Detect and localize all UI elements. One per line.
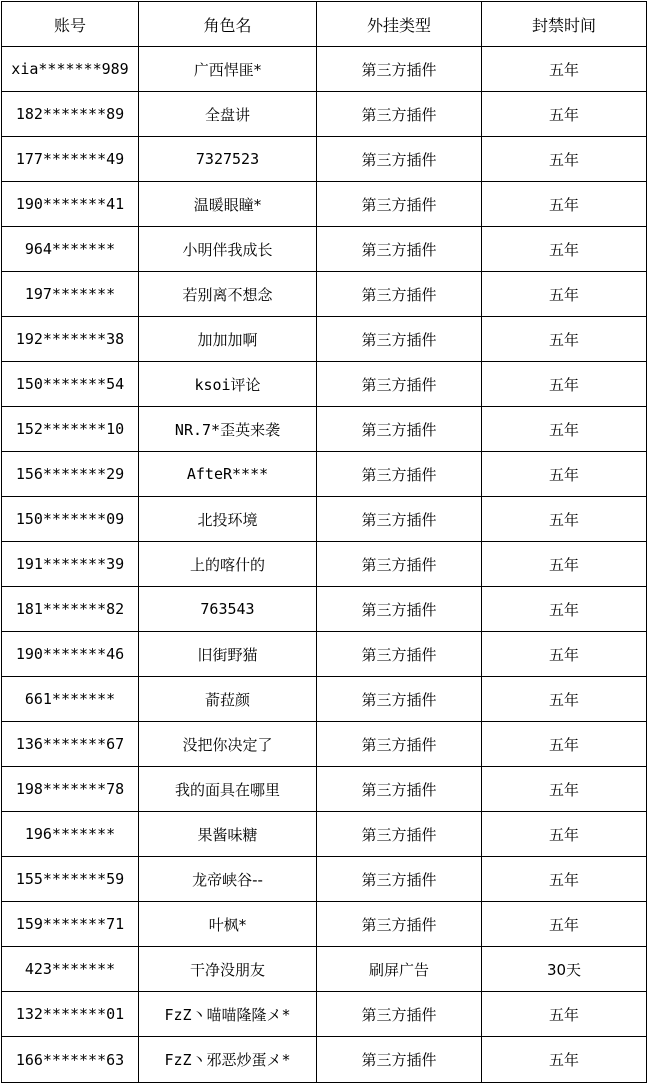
cheat-type-cell: 第三方插件 (317, 47, 482, 92)
ban-duration-cell: 五年 (482, 677, 647, 722)
account-cell: 196******* (2, 812, 139, 857)
table-row (2, 272, 647, 317)
table-row (2, 452, 647, 497)
table-row (2, 902, 647, 947)
role-name-cell: 全盘讲 (139, 92, 317, 137)
ban-duration-cell: 五年 (482, 902, 647, 947)
account-cell: 150*******54 (2, 362, 139, 407)
table-row (2, 722, 647, 767)
account-cell: 661******* (2, 677, 139, 722)
table-body (2, 47, 647, 1083)
ban-duration-cell: 五年 (482, 587, 647, 632)
account-cell: 423******* (2, 947, 139, 992)
account-cell: 191*******39 (2, 542, 139, 587)
header-account: 账号 (2, 2, 139, 47)
account-cell: 152*******10 (2, 407, 139, 452)
table-row (2, 407, 647, 452)
account-cell: 964******* (2, 227, 139, 272)
ban-duration-cell: 五年 (482, 362, 647, 407)
cheat-type-cell: 第三方插件 (317, 677, 482, 722)
role-name-cell: 叶枫* (139, 902, 317, 947)
role-name-cell: ksoi评论 (139, 362, 317, 407)
role-name-cell: 上的喀什的 (139, 542, 317, 587)
ban-duration-cell: 五年 (482, 452, 647, 497)
table-row (2, 677, 647, 722)
table-row (2, 182, 647, 227)
ban-duration-cell: 五年 (482, 542, 647, 587)
role-name-cell: AfteR**** (139, 452, 317, 497)
cheat-type-cell: 第三方插件 (317, 272, 482, 317)
header-ban-duration: 封禁时间 (482, 2, 647, 47)
ban-duration-cell: 五年 (482, 497, 647, 542)
ban-duration-cell: 五年 (482, 47, 647, 92)
role-name-cell: 温暖眼瞳* (139, 182, 317, 227)
account-cell: 198*******78 (2, 767, 139, 812)
cheat-type-cell: 第三方插件 (317, 902, 482, 947)
cheat-type-cell: 第三方插件 (317, 812, 482, 857)
cheat-type-cell: 第三方插件 (317, 317, 482, 362)
cheat-type-cell: 第三方插件 (317, 497, 482, 542)
ban-duration-cell: 五年 (482, 227, 647, 272)
table-row (2, 857, 647, 902)
ban-duration-cell: 五年 (482, 92, 647, 137)
cheat-type-cell: 第三方插件 (317, 362, 482, 407)
cheat-type-cell: 第三方插件 (317, 92, 482, 137)
role-name-cell: 果酱味糖 (139, 812, 317, 857)
ban-duration-cell: 五年 (482, 722, 647, 767)
ban-duration-cell: 30天 (482, 947, 647, 992)
role-name-cell: 龙帝峡谷-- (139, 857, 317, 902)
cheat-type-cell: 第三方插件 (317, 542, 482, 587)
table-row (2, 812, 647, 857)
table-row (2, 947, 647, 992)
table-row (2, 632, 647, 677)
role-name-cell: 旧街野猫 (139, 632, 317, 677)
account-cell: 182*******89 (2, 92, 139, 137)
role-name-cell: 7327523 (139, 137, 317, 182)
table-row (2, 317, 647, 362)
account-cell: 197******* (2, 272, 139, 317)
ban-list-table (1, 1, 647, 1083)
account-cell: 132*******01 (2, 992, 139, 1037)
header-cheat-type: 外挂类型 (317, 2, 482, 47)
cheat-type-cell: 第三方插件 (317, 182, 482, 227)
table-row (2, 1037, 647, 1083)
role-name-cell: 干净没朋友 (139, 947, 317, 992)
cheat-type-cell: 第三方插件 (317, 227, 482, 272)
account-cell: 192*******38 (2, 317, 139, 362)
cheat-type-cell: 第三方插件 (317, 767, 482, 812)
ban-duration-cell: 五年 (482, 767, 647, 812)
role-name-cell: NR.7*歪英来袭 (139, 407, 317, 452)
table-row (2, 992, 647, 1037)
account-cell: 159*******71 (2, 902, 139, 947)
ban-duration-cell: 五年 (482, 857, 647, 902)
role-name-cell: 若别离不想念 (139, 272, 317, 317)
cheat-type-cell: 刷屏广告 (317, 947, 482, 992)
cheat-type-cell: 第三方插件 (317, 137, 482, 182)
account-cell: 181*******82 (2, 587, 139, 632)
cheat-type-cell: 第三方插件 (317, 587, 482, 632)
ban-duration-cell: 五年 (482, 407, 647, 452)
ban-duration-cell: 五年 (482, 632, 647, 677)
account-cell: xia*******989 (2, 47, 139, 92)
table-row (2, 362, 647, 407)
role-name-cell: FzZ丶邪恶炒蛋メ* (139, 1037, 317, 1083)
cheat-type-cell: 第三方插件 (317, 1037, 482, 1083)
role-name-cell: 没把你决定了 (139, 722, 317, 767)
account-cell: 136*******67 (2, 722, 139, 767)
table-row (2, 497, 647, 542)
cheat-type-cell: 第三方插件 (317, 452, 482, 497)
ban-duration-cell: 五年 (482, 182, 647, 227)
role-name-cell: 小明伴我成长 (139, 227, 317, 272)
role-name-cell: FzZ丶喵喵隆隆メ* (139, 992, 317, 1037)
cheat-type-cell: 第三方插件 (317, 722, 482, 767)
role-name-cell: 763543 (139, 587, 317, 632)
ban-duration-cell: 五年 (482, 1037, 647, 1083)
account-cell: 190*******41 (2, 182, 139, 227)
cheat-type-cell: 第三方插件 (317, 407, 482, 452)
cheat-type-cell: 第三方插件 (317, 632, 482, 677)
role-name-cell: 北投环境 (139, 497, 317, 542)
table-row (2, 587, 647, 632)
table-row (2, 542, 647, 587)
header-row (2, 2, 647, 47)
account-cell: 166*******63 (2, 1037, 139, 1083)
ban-duration-cell: 五年 (482, 317, 647, 362)
table-row (2, 137, 647, 182)
table-row (2, 47, 647, 92)
role-name-cell: 萮菈颜 (139, 677, 317, 722)
table-row (2, 767, 647, 812)
role-name-cell: 加加加啊 (139, 317, 317, 362)
account-cell: 177*******49 (2, 137, 139, 182)
table-row (2, 227, 647, 272)
ban-duration-cell: 五年 (482, 812, 647, 857)
table-row (2, 92, 647, 137)
cheat-type-cell: 第三方插件 (317, 857, 482, 902)
role-name-cell: 我的面具在哪里 (139, 767, 317, 812)
account-cell: 156*******29 (2, 452, 139, 497)
account-cell: 150*******09 (2, 497, 139, 542)
ban-duration-cell: 五年 (482, 272, 647, 317)
account-cell: 155*******59 (2, 857, 139, 902)
role-name-cell: 广西悍匪* (139, 47, 317, 92)
account-cell: 190*******46 (2, 632, 139, 677)
ban-duration-cell: 五年 (482, 992, 647, 1037)
header-role-name: 角色名 (139, 2, 317, 47)
ban-duration-cell: 五年 (482, 137, 647, 182)
cheat-type-cell: 第三方插件 (317, 992, 482, 1037)
